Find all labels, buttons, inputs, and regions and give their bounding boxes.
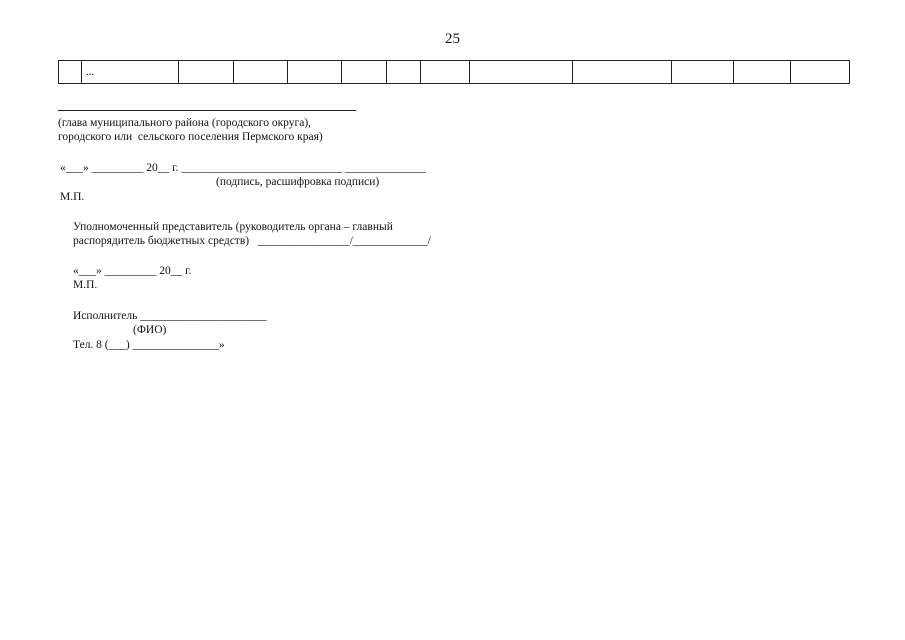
table-cell (288, 61, 342, 84)
table-cell (179, 61, 234, 84)
representative-date-line: «___» _________ 20__ г. (73, 265, 192, 277)
table-cell (387, 61, 421, 84)
table-cell (342, 61, 387, 84)
table-cell (672, 61, 734, 84)
head-sign-caption: (подпись, расшифровка подписи) (216, 176, 380, 188)
head-signature-line (58, 110, 356, 111)
table-cell (791, 61, 850, 84)
table-cell (734, 61, 791, 84)
representative-line1: Уполномоченный представитель (руководитель органа – главный (73, 221, 393, 233)
table-cell (234, 61, 288, 84)
head-date-line: «___» _________ 20__ г. ____________________________ ______________ (60, 162, 426, 174)
continuation-table (58, 60, 850, 84)
table-cell (59, 61, 82, 84)
table-cell (573, 61, 672, 84)
table-cell (421, 61, 470, 84)
executor-phone: Тел. 8 (___) _______________» (73, 339, 225, 351)
table-cell (470, 61, 573, 84)
representative-line2: распорядитель бюджетных средств) ________________/_____________/ (73, 235, 431, 247)
representative-stamp: М.П. (73, 279, 98, 291)
page-number: 25 (445, 31, 460, 47)
executor-label: Исполнитель ______________________ (73, 310, 267, 322)
head-title-line1: (глава муниципального района (городского округа), (58, 117, 312, 129)
table-row (59, 61, 850, 84)
head-stamp: М.П. (60, 191, 85, 203)
table-cell-ellipsis: ... (82, 61, 179, 84)
executor-fio-caption: (ФИО) (133, 324, 167, 336)
head-title-line2: городского или сельского поселения Пермского края) (58, 131, 323, 143)
